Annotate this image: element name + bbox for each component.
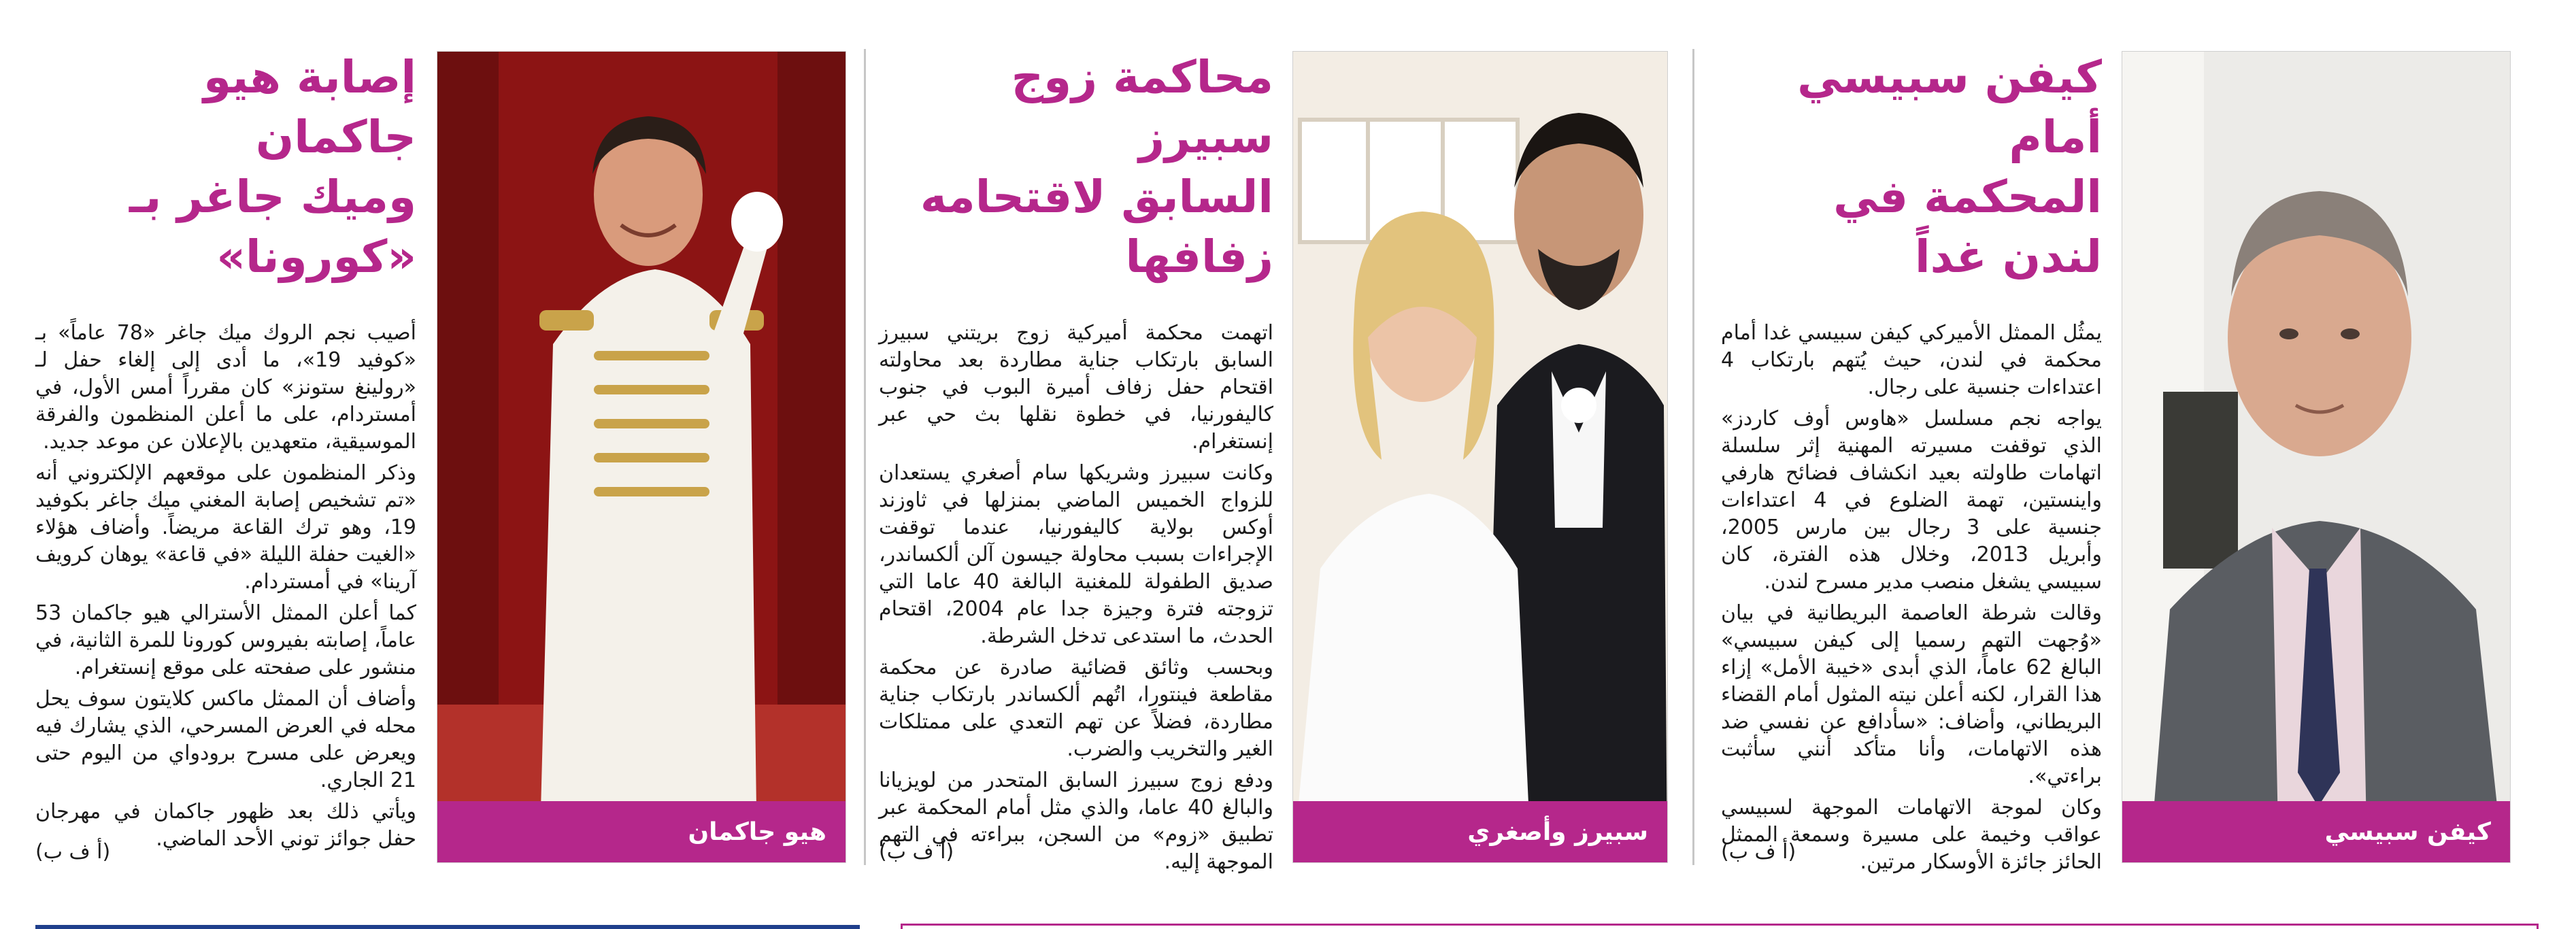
spacey-story xyxy=(1721,48,2103,874)
spacey-portrait-illustration xyxy=(2122,52,2510,862)
spears-photo-caption: سبيرز وأصغري xyxy=(1467,817,1648,846)
spacey-paragraph-3: وقالت شرطة العاصمة البريطانية في بيان «وُجهت التهم رسميا إلى كيفن سبيسي» البالغ 62 عاماً، الذي أبدى «خيبة الأمل» إزاء هذا القرار، لكنه أعلن نيته المثول أمام القضاء البريطاني، وأضاف: «سأدافع عن نفسي ضد هذه الاتهامات، وأنا متأكد أنني سأثبت براءتي». xyxy=(1721,601,2102,788)
spacey-headline xyxy=(1721,48,2102,287)
spears-paragraph-2: وكانت سبيرز وشريكها سام أصغري يستعدان للزواج الخميس الماضي بمنزلها في ثاوزند أوكس بولاية كاليفورنيا، عندما توقفت الإجراءات بسبب محاولة جيسون آلن ألكساندر، صديق الطفولة للمغنية البالغة 40 عاما التي تزوجته فترة وجيزة جدا عام 2004، اقتحام الحدث، ما استدعى تدخل الشرطة. xyxy=(879,461,1274,648)
jackman-story xyxy=(35,48,416,864)
spears-body xyxy=(879,320,1273,876)
spears-photo-caption-bar xyxy=(1293,801,1667,862)
spears-paragraph-1: اتهمت محكمة أميركية زوج بريتني سبيرز السابق بارتكاب جناية مطاردة بعد محاولته اقتحام حفل زفاف أميرة البوب في جنوب كاليفورنيا، في خطوة نقلها بث حي عبر إنستغرام. xyxy=(879,321,1273,454)
bottom-magenta-frame xyxy=(901,924,2539,929)
spacey-paragraph-2: يواجه نجم مسلسل «هاوس أوف كاردز» الذي توقفت مسيرته المهنية إثر سلسلة اتهامات طاولته بعيد انكشاف فضائح هارفي واينستين، تهمة الضلوع في 4 اعتداءات جنسية على 3 رجال بين مارس 2005، وأبريل 2013، وخلال هذه الفترة، كان سبيسي يشغل منصب مدير مسرح لندن. xyxy=(1721,407,2103,594)
spacey-photo-caption: كيفن سبيسي xyxy=(2324,817,2491,846)
bottom-navy-rule xyxy=(35,925,860,929)
column-divider-2 xyxy=(864,49,866,865)
spacey-paragraph-1: يمثُل الممثل الأميركي كيفن سبيسي غدا أمام محكمة في لندن، حيث يُتهم بارتكاب 4 اعتداءات جنسية على رجال. xyxy=(1721,321,2102,399)
spacey-photo xyxy=(2122,51,2511,863)
jackman-paragraph-5: ويأتي ذلك بعد ظهور جاكمان في مهرجان حفل جوائز توني الأحد الماضي. xyxy=(35,800,416,851)
spacey-headline-line-1: كيفن سبيسي أمام xyxy=(1797,51,2102,163)
jackman-headline-line-2: وميك جاغر بـ «كورونا» xyxy=(129,171,416,283)
jackman-headline xyxy=(35,48,416,287)
jackman-paragraph-1: أصيب نجم الروك ميك جاغر «78 عاماً» بـ «كوفيد 19»، ما أدى إلى إلغاء حفل لـ «رولينغ ستونز» كان مقرراً أمس الأول، في أمستردام، على ما أعلن المنظمون والفرقة الموسيقية، متعهدين بالإعلان عن موعد جديد. xyxy=(35,321,417,454)
spacey-headline-line-2: المحكمة في لندن غداً xyxy=(1833,171,2102,283)
spears-headline-line-2: السابق لاقتحامه زفافها xyxy=(920,171,1273,283)
jackman-headline-line-1: إصابة هيو جاكمان xyxy=(203,51,416,163)
spears-wedding-illustration xyxy=(1293,52,1667,862)
jackman-stage-illustration xyxy=(437,52,846,862)
spacey-credit: (أ ف ب) xyxy=(1721,840,1796,864)
jackman-body xyxy=(35,320,416,853)
jackman-photo-caption-bar xyxy=(437,801,846,862)
spears-photo xyxy=(1292,51,1668,863)
spears-paragraph-4: ودفع زوج سبيرز السابق المتحدر من لويزيانا والبالغ 40 عاما، والذي مثل أمام المحكمة عبر تطبيق «زوم» من السجن، ببراءته في التهم الموجهة إليه. xyxy=(879,768,1273,874)
jackman-credit: (أ ف ب) xyxy=(35,840,111,864)
spears-paragraph-3: وبحسب وثائق قضائية صادرة عن محكمة مقاطعة فينتورا، اتُهم ألكساندر بارتكاب جناية مطاردة، فضلاً عن تهم التعدي على ممتلكات الغير والتخريب والضرب. xyxy=(879,656,1273,761)
jackman-paragraph-2: وذكر المنظمون على موقعهم الإلكتروني أنه «تم تشخيص إصابة المغني ميك جاغر بكوفيد 19، وهو ترك القاعة مريضاً. وأضاف هؤلاء «الغيت حفلة الليلة «في قاعة» يوهان كرويف آرينا» في أمستردام. xyxy=(35,461,416,594)
spacey-photo-caption-bar xyxy=(2122,801,2510,862)
spacey-paragraph-4: وكان لموجة الاتهامات الموجهة لسبيسي عواقب وخيمة على مسيرة وسمعة الممثل الحائز جائزة الأوسكار مرتين. xyxy=(1721,796,2102,874)
spacey-body xyxy=(1721,320,2102,876)
jackman-paragraph-4: وأضاف أن الممثل ماكس كلايتون سوف يحل محله في العرض المسرحي، الذي يشارك فيه ويعرض على مسرح برودواي من اليوم حتى 21 الجاري. xyxy=(35,687,416,792)
jackman-photo xyxy=(437,51,846,863)
jackman-photo-caption: هيو جاكمان xyxy=(688,817,826,846)
jackman-paragraph-3: كما أعلن الممثل الأسترالي هيو جاكمان 53 عاماً، إصابته بفيروس كورونا للمرة الثانية، في منشور على صفحته على موقع إنستغرام. xyxy=(35,601,416,679)
spears-headline-line-1: محاكمة زوج سبيرز xyxy=(1011,51,1273,163)
spears-credit: (أ ف ب) xyxy=(879,840,954,864)
column-divider-1 xyxy=(1692,49,1694,865)
spears-story xyxy=(879,48,1274,874)
spears-headline xyxy=(879,48,1273,287)
